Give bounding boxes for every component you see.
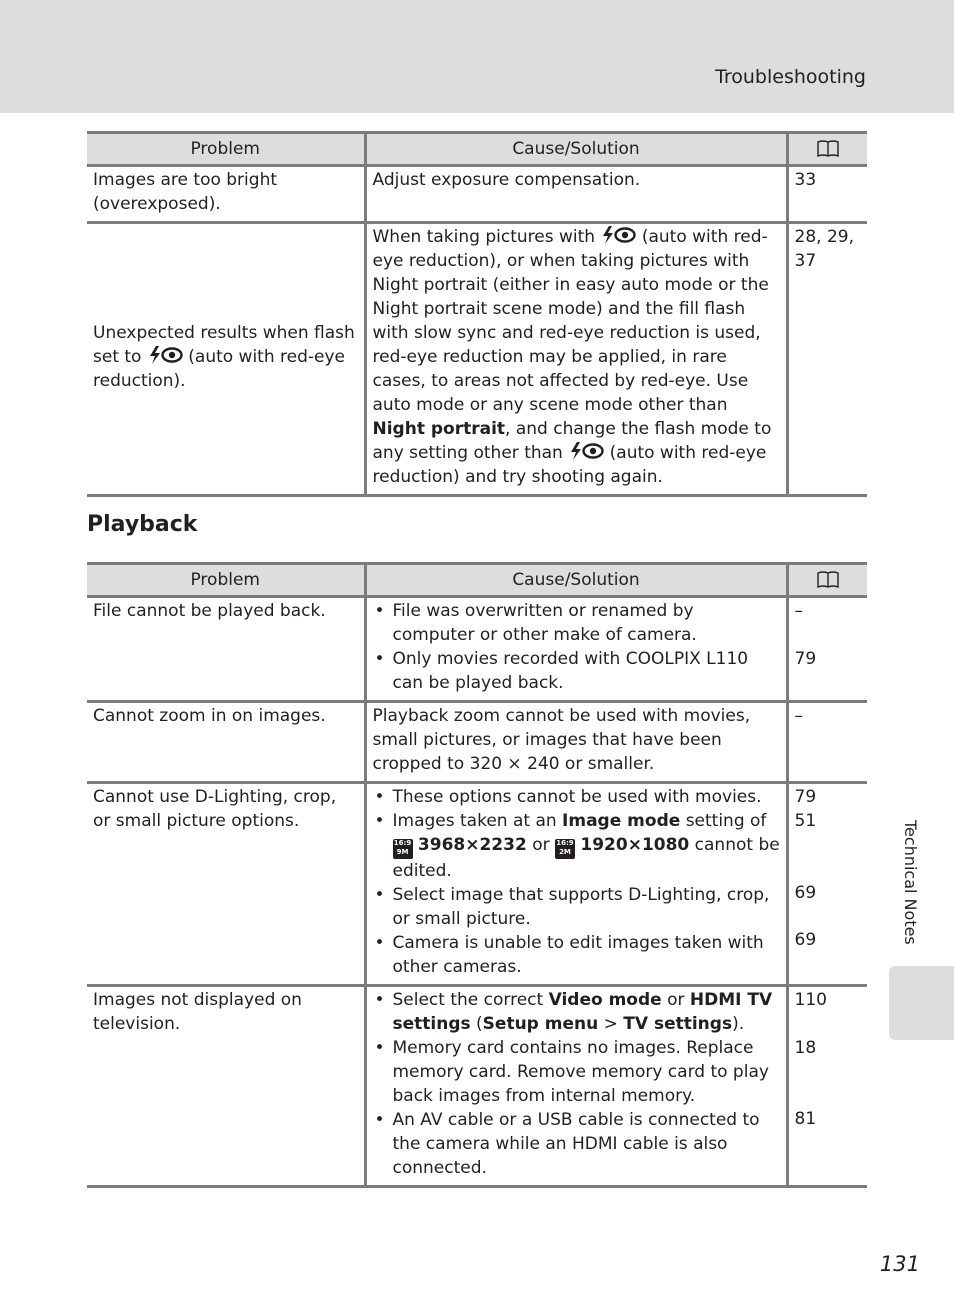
col-header-cause: Cause/Solution (365, 564, 787, 597)
problem-cell: Unexpected results when flash set to (auto with red-eye reduction). (87, 223, 365, 496)
book-icon (817, 571, 839, 588)
list-item: • Images taken at an Image mode setting of 16:9 9M 3968×2232 or 16:9 2M 1920×1080 cannot be edited. (373, 809, 781, 883)
cause-cell (365, 986, 787, 1187)
list-item: • Camera is unable to edit images taken with other cameras. (373, 931, 781, 979)
table-row (87, 702, 867, 783)
list-item: • Select image that supports D-Lighting, crop, or small picture. (373, 883, 781, 931)
flash-red-eye-icon (600, 225, 636, 245)
book-icon (817, 140, 839, 157)
image-size-16x9-icon: 16:9 2M (555, 839, 575, 859)
flash-red-eye-icon (147, 345, 183, 365)
table-header-row (87, 564, 867, 597)
table-row (87, 986, 867, 1187)
page-cell: 33 (787, 166, 867, 223)
playback-table (87, 562, 867, 1188)
cause-cell: Playback zoom cannot be used with movies, small pictures, or images that have been cropped to 320 × 240 or smaller. (365, 702, 787, 783)
table-row (87, 597, 867, 702)
problem-cell: Images are too bright (overexposed). (87, 166, 365, 223)
page-cell: 79 51 69 69 (787, 783, 867, 986)
list-item: • Memory card contains no images. Replace memory card. Remove memory card to play back images from internal memory. (373, 1036, 781, 1108)
header-band (0, 0, 954, 113)
page-cell: – (787, 702, 867, 783)
list-item: • Select the correct Video mode or HDMI TV settings (Setup menu > TV settings). (373, 988, 781, 1036)
list-item: • These options cannot be used with movies. (373, 785, 781, 809)
flash-red-eye-icon (568, 441, 604, 461)
cause-cell (365, 597, 787, 702)
page-cell: – 79 (787, 597, 867, 702)
page-cell: 28, 29, 37 (787, 223, 867, 496)
problem-cell: Cannot zoom in on images. (87, 702, 365, 783)
table-header-row (87, 133, 867, 166)
col-header-page (787, 133, 867, 166)
table-row (87, 166, 867, 223)
problem-cell: Images not displayed on television. (87, 986, 365, 1187)
side-thumb-tab (889, 966, 954, 1040)
col-header-problem: Problem (87, 564, 365, 597)
section-title-playback: Playback (87, 512, 198, 537)
problem-cell: Cannot use D-Lighting, crop, or small picture options. (87, 783, 365, 986)
side-section-label: Technical Notes (901, 820, 920, 945)
cause-cell (365, 783, 787, 986)
list-item: • An AV cable or a USB cable is connected to the camera while an HDMI cable is also connected. (373, 1108, 781, 1180)
image-size-16x9-icon: 16:9 9M (393, 839, 413, 859)
troubleshooting-table (87, 131, 867, 497)
list-item: • Only movies recorded with COOLPIX L110 can be played back. (373, 647, 781, 695)
table-row (87, 223, 867, 496)
problem-cell: File cannot be played back. (87, 597, 365, 702)
table-row (87, 783, 867, 986)
list-item: • File was overwritten or renamed by computer or other make of camera. (373, 599, 781, 647)
page-number: 131 (879, 1252, 920, 1276)
col-header-page (787, 564, 867, 597)
col-header-cause: Cause/Solution (365, 133, 787, 166)
page-cell: 110 18 81 (787, 986, 867, 1187)
col-header-problem: Problem (87, 133, 365, 166)
header-title: Troubleshooting (715, 66, 866, 88)
cause-cell: Adjust exposure compensation. (365, 166, 787, 223)
cause-cell: When taking pictures with (auto with red-eye reduction), or when taking pictures with Night portrait (either in easy auto mode or the Night portrait scene mode) and the fill flash with slow sync and red-eye reduction is used, red-eye reduction may be applied, in rare cases, to areas not affected by red-eye. Use auto mode or any scene mode other than Night portrait, and change the flash mode to any setting other than (auto with red-eye reduction) and try shooting again. (365, 223, 787, 496)
